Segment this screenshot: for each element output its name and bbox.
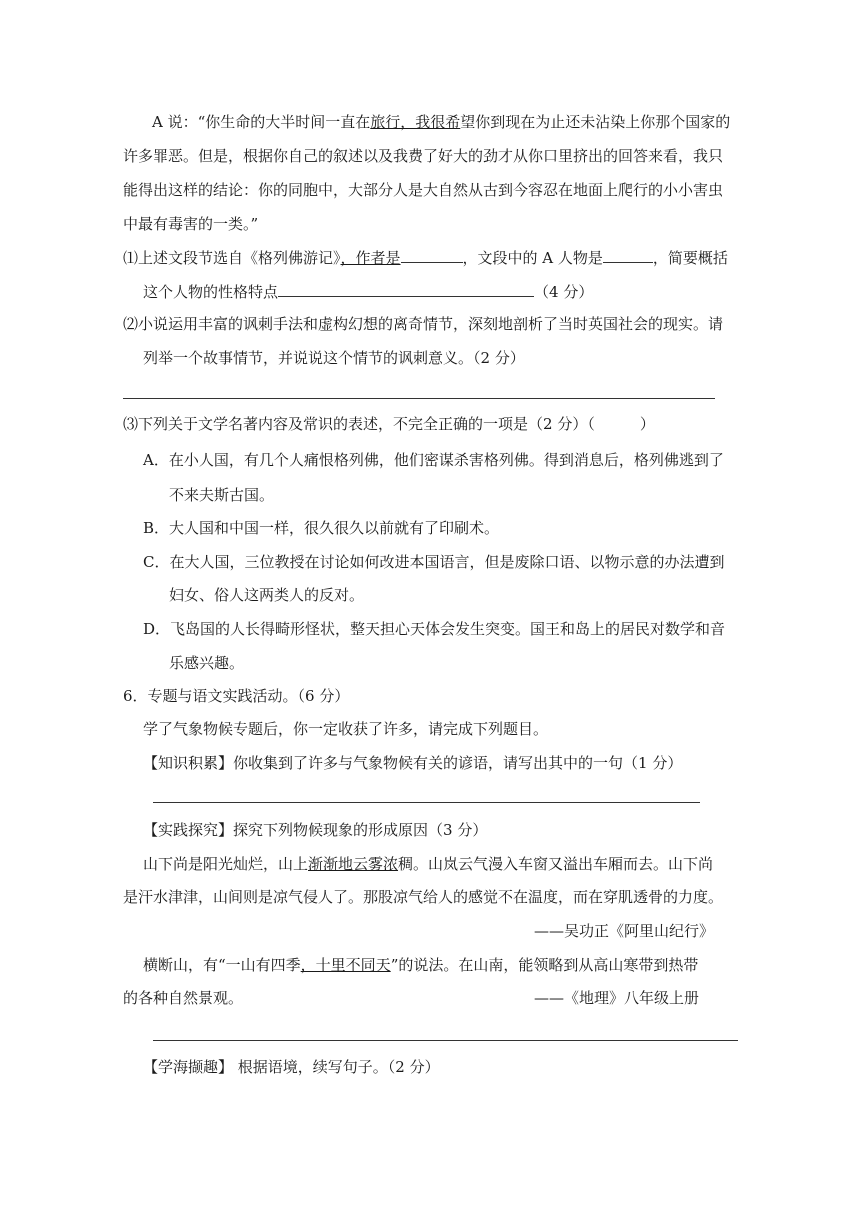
practice-underlined-text-2: ，十里不同天	[300, 956, 391, 974]
question-1-traits-prompt: 这个人物的性格特点	[143, 283, 279, 301]
practice-passage-2-start: 横断山，有“一山有四季	[143, 956, 301, 974]
question-1-line-1	[123, 247, 728, 268]
practice-passage-1-line-1	[143, 854, 713, 874]
practice-answer-line[interactable]	[153, 1040, 738, 1041]
question-1-line-2	[143, 281, 593, 302]
character-answer-blank[interactable]	[603, 247, 653, 263]
question-1-source: ⑴上述文段节选自《格列佛游记》	[123, 249, 341, 267]
practice-source-1: ——吴功正《阿里山纪行》	[534, 922, 715, 940]
question-1-author-prompt: ，作者是	[340, 249, 401, 267]
question-6-title: 6．专题与语文实践活动。（6 分）	[123, 687, 350, 705]
practice-passage-2-end: ”的说法。在山南，能领略到从高山寒带到热带	[390, 956, 699, 974]
practice-source-2: ——《地理》八年级上册	[534, 989, 700, 1007]
practice-passage-2-line-1	[143, 955, 698, 975]
question-1-score: （4 分）	[534, 283, 594, 301]
option-b: B．大人国和中国一样，很久很久以前就有了印刷术。	[143, 519, 500, 537]
question-2-answer-line[interactable]	[123, 398, 715, 399]
practice-passage-1-start: 山下尚是阳光灿烂，山上	[143, 855, 309, 873]
practice-passage-2-line-2: 的各种自然景观。	[123, 989, 244, 1007]
passage-line-2: 许多罪恶。但是，根据你自己的叙述以及我费了好大的劲才从你口里挤出的回答来看，我只	[123, 147, 724, 165]
passage-underlined-text: 旅行，我很希	[370, 113, 461, 131]
question-3-stem: ⑶下列关于文学名著内容及常识的表述，不完全正确的一项是（2 分）（ ）	[123, 415, 655, 433]
passage-line-1-start: A 说：“你生命的大半时间一直在	[152, 113, 371, 131]
option-d-line-2: 乐感兴趣。	[169, 654, 245, 672]
author-answer-blank[interactable]	[401, 247, 463, 263]
traits-answer-blank[interactable]	[278, 281, 534, 297]
option-a-line-1: A．在小人国，有几个人痛恨格列佛，他们密谋杀害格列佛。得到消息后，格列佛逃到了	[143, 451, 724, 469]
question-1-character-prompt: ，文段中的 A 人物是	[462, 249, 603, 267]
practice-task: 【实践探究】探究下列物候现象的形成原因（3 分）	[143, 821, 488, 839]
sea-task: 【学海撷趣】 根据语境，续写句子。（2 分）	[143, 1058, 440, 1076]
passage-line-3: 能得出这样的结论：你的同胞中，大部分人是大自然从古到今容忍在地面上爬行的小小害虫	[123, 181, 724, 199]
option-c-line-2: 妇女、俗人这两类人的反对。	[169, 586, 365, 604]
question-2-line-2: 列举一个故事情节，并说说这个情节的讽刺意义。（2 分）	[143, 349, 525, 367]
passage-line-1-end: 望你到现在为止还未沾染上你那个国家的	[460, 113, 731, 131]
passage-line-1	[152, 112, 730, 132]
question-1-summary-prompt: ，简要概括	[652, 249, 728, 267]
knowledge-answer-line[interactable]	[153, 802, 700, 803]
option-a-line-2: 不来夫斯古国。	[169, 486, 275, 504]
question-6-intro: 学了气象物候专题后，你一定收获了许多，请完成下列题目。	[143, 720, 549, 738]
option-c-line-1: C．在大人国，三位教授在讨论如何改进本国语言，但是废除口语、以物示意的办法遭到	[143, 553, 725, 571]
knowledge-task: 【知识积累】你收集到了许多与气象物候有关的谚语，请写出其中的一句（1 分）	[143, 754, 683, 772]
practice-passage-1-line-2: 是汗水津津，山间则是凉气侵人了。那股凉气给人的感觉不在温度，而在穿肌透骨的力度。	[123, 888, 724, 906]
practice-underlined-text-1: 渐渐地云雾浓	[308, 855, 399, 873]
question-2-line-1: ⑵小说运用丰富的讽刺手法和虚构幻想的离奇情节，深刻地剖析了当时英国社会的现实。请	[123, 315, 724, 333]
passage-line-4: 中最有毒害的一类。”	[123, 215, 259, 233]
option-d-line-1: D．飞岛国的人长得畸形怪状，整天担心天体会发生突变。国王和岛上的居民对数学和音	[143, 620, 726, 638]
practice-passage-1-end: 稠。山岚云气漫入车窗又溢出车厢而去。山下尚	[398, 855, 714, 873]
